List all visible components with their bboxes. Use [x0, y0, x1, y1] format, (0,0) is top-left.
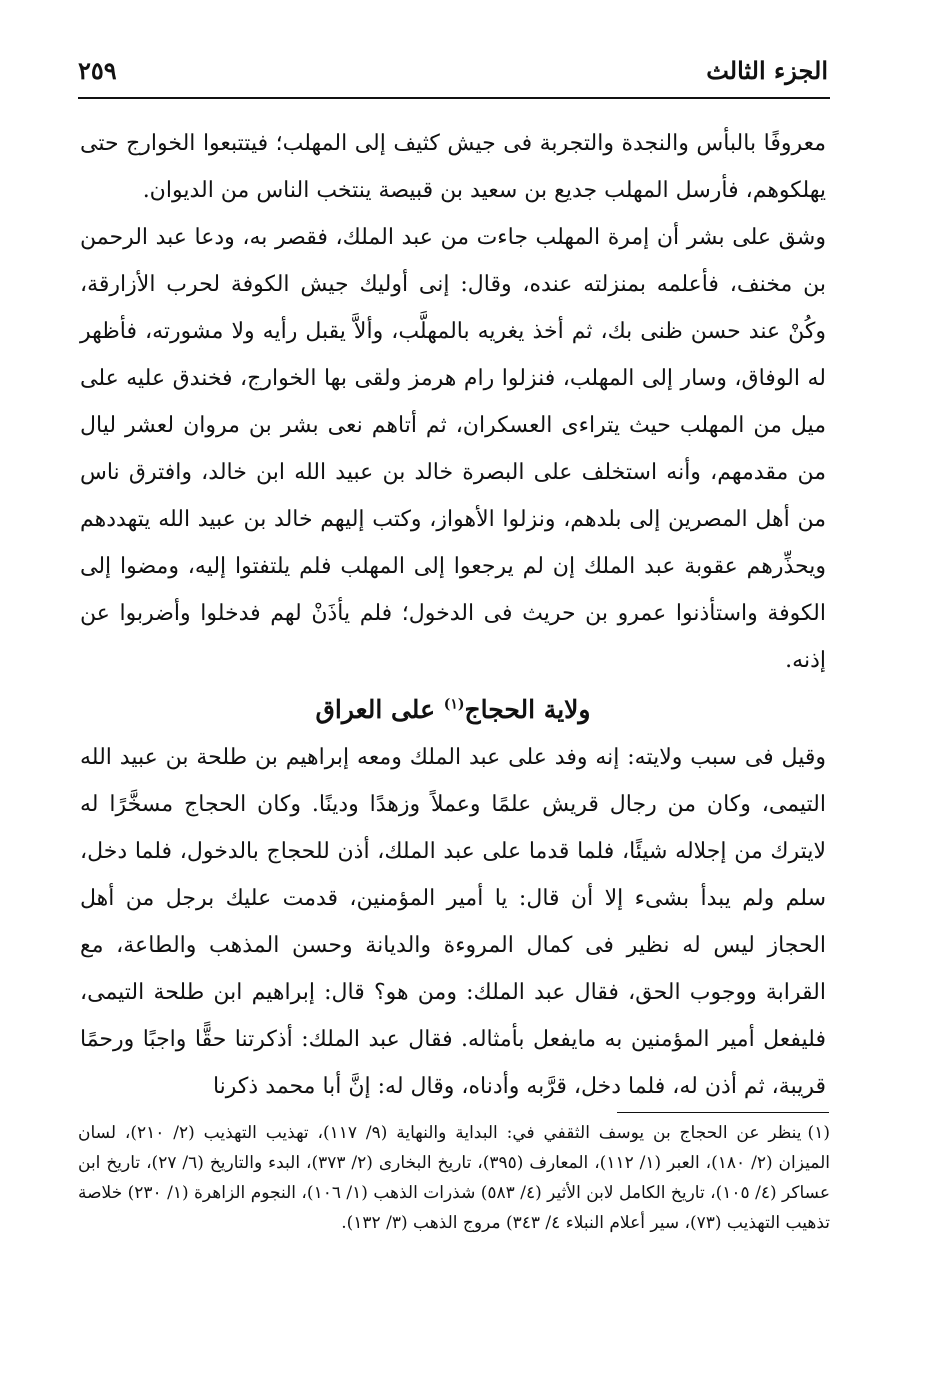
header-divider: [78, 97, 830, 99]
footnote-text: ينظر عن الحجاج بن يوسف الثقفي في: البداية والنهاية (٩/ ١١٧)، تهذيب التهذيب (٢/ ٢١٠)، لسان الميزان (٢/ ١٨٠)، العبر (١/ ١١٢)، المعارف (٣٩٥)، تاريخ البخارى (٢/ ٣٧٣)، البدء والتاريخ (٦/ ٢٧)، تاريخ ابن عساكر (٤/ ١٠٥)، تاريخ الكامل لابن الأثير (٤/ ٥٨٣) شذرات الذهب (١/ ١٠٦)، النجوم الزاهرة (١/ ٢٣٠) خلاصة تذهيب التهذيب (٧٣)، سير أعلام النبلاء ٤/ ٣٤٣) مروج الذهب (٣/ ١٣٢).: [78, 1123, 830, 1233]
footnote-reference[interactable]: (١): [443, 696, 465, 713]
paragraph-3: وقيل فى سبب ولايته: إنه وفد على عبد الملك ومعه إبراهيم بن طلحة بن عبيد الله التيمى، وكان من رجال قريش علمًا وعملاً وزهدًا ودينًا. وكان الحجاج مسخَّرًا له لايترك من إجلاله شيئًا، فلما قدما على عبد الملك، أذن للحجاج بالدخول، فلما دخل، سلم ولم يبدأ بشىء إلا أن قال: يا أمير المؤمنين، قدمت عليك برجل من أهل الحجاز ليس له نظير فى كمال المروءة والديانة وحسن المذهب والطاعة، مع القرابة ووجوب الحق، فقال عبد الملك: ومن هو؟ قال: إبراهيم ابن طلحة التيمى، فليفعل أمير المؤمنين به مايفعل بأمثاله. فقال عبد الملك: أذكرتنا حقًّا واجبًا ورحمًا قريبة، ثم أذن له، فلما دخل، قرَّبه وأدناه، وقال له: إنَّ أبا محمد ذكرنا: [80, 745, 827, 1099]
footnotes: [78, 1118, 830, 1238]
section-heading: [80, 688, 826, 732]
footnote-1: [78, 1118, 830, 1238]
footnote-marker: (١): [807, 1123, 830, 1143]
running-header: [78, 50, 828, 94]
footnote-divider: [617, 1112, 829, 1113]
running-title: الجزء الثالث: [706, 56, 828, 85]
paragraph-1: معروفًا بالبأس والنجدة والتجربة فى جيش كثيف إلى المهلب؛ فيتتبعوا الخوارج حتى يهلكوهم، فأرسل المهلب جديع بن سعيد بن قبيصة ينتخب الناس من الديوان.: [80, 131, 826, 203]
page-number: ٢٥٩: [78, 56, 117, 85]
paragraph-2: وشق على بشر أن إمرة المهلب جاءت من عبد الملك، فقصر به، ودعا عبد الرحمن بن مخنف، فأعلمه بمنزلته عنده، وقال: إنى أوليك جيش الكوفة لحرب الأزارقة، وكُنْ عند حسن ظنى بك، ثم أخذ يغريه بالمهلَّب، وألاَّ يقبل رأيه ولا مشورته، فأظهر له الوفاق، وسار إلى المهلب، فنزلوا رام هرمز ولقى بها الخوارج، فخندق عليه على ميل من المهلب حيث يتراءى العسكران، ثم أتاهم نعى بشر بن مروان لعشر ليال من مقدمهم، وأنه استخلف على البصرة خالد بن عبيد الله ابن خالد، وافترق ناس من أهل المصرين إلى بلدهم، ونزلوا الأهواز، وكتب إليهم خالد بن عبيد الله يتهددهم ويحذِّرهم عقوبة عبد الملك إن لم يرجعوا إلى المهلب فلم يلتفتوا إليه، ومضوا إلى الكوفة واستأذنوا عمرو بن حريث فى الدخول؛ فلم يأذَنْ لهم فدخلوا وأضربوا عن إذنه.: [80, 225, 826, 673]
main-text: [80, 120, 826, 1110]
heading-text-end: على العراق: [315, 695, 435, 724]
heading-text-start: ولاية الحجاج: [464, 695, 591, 724]
